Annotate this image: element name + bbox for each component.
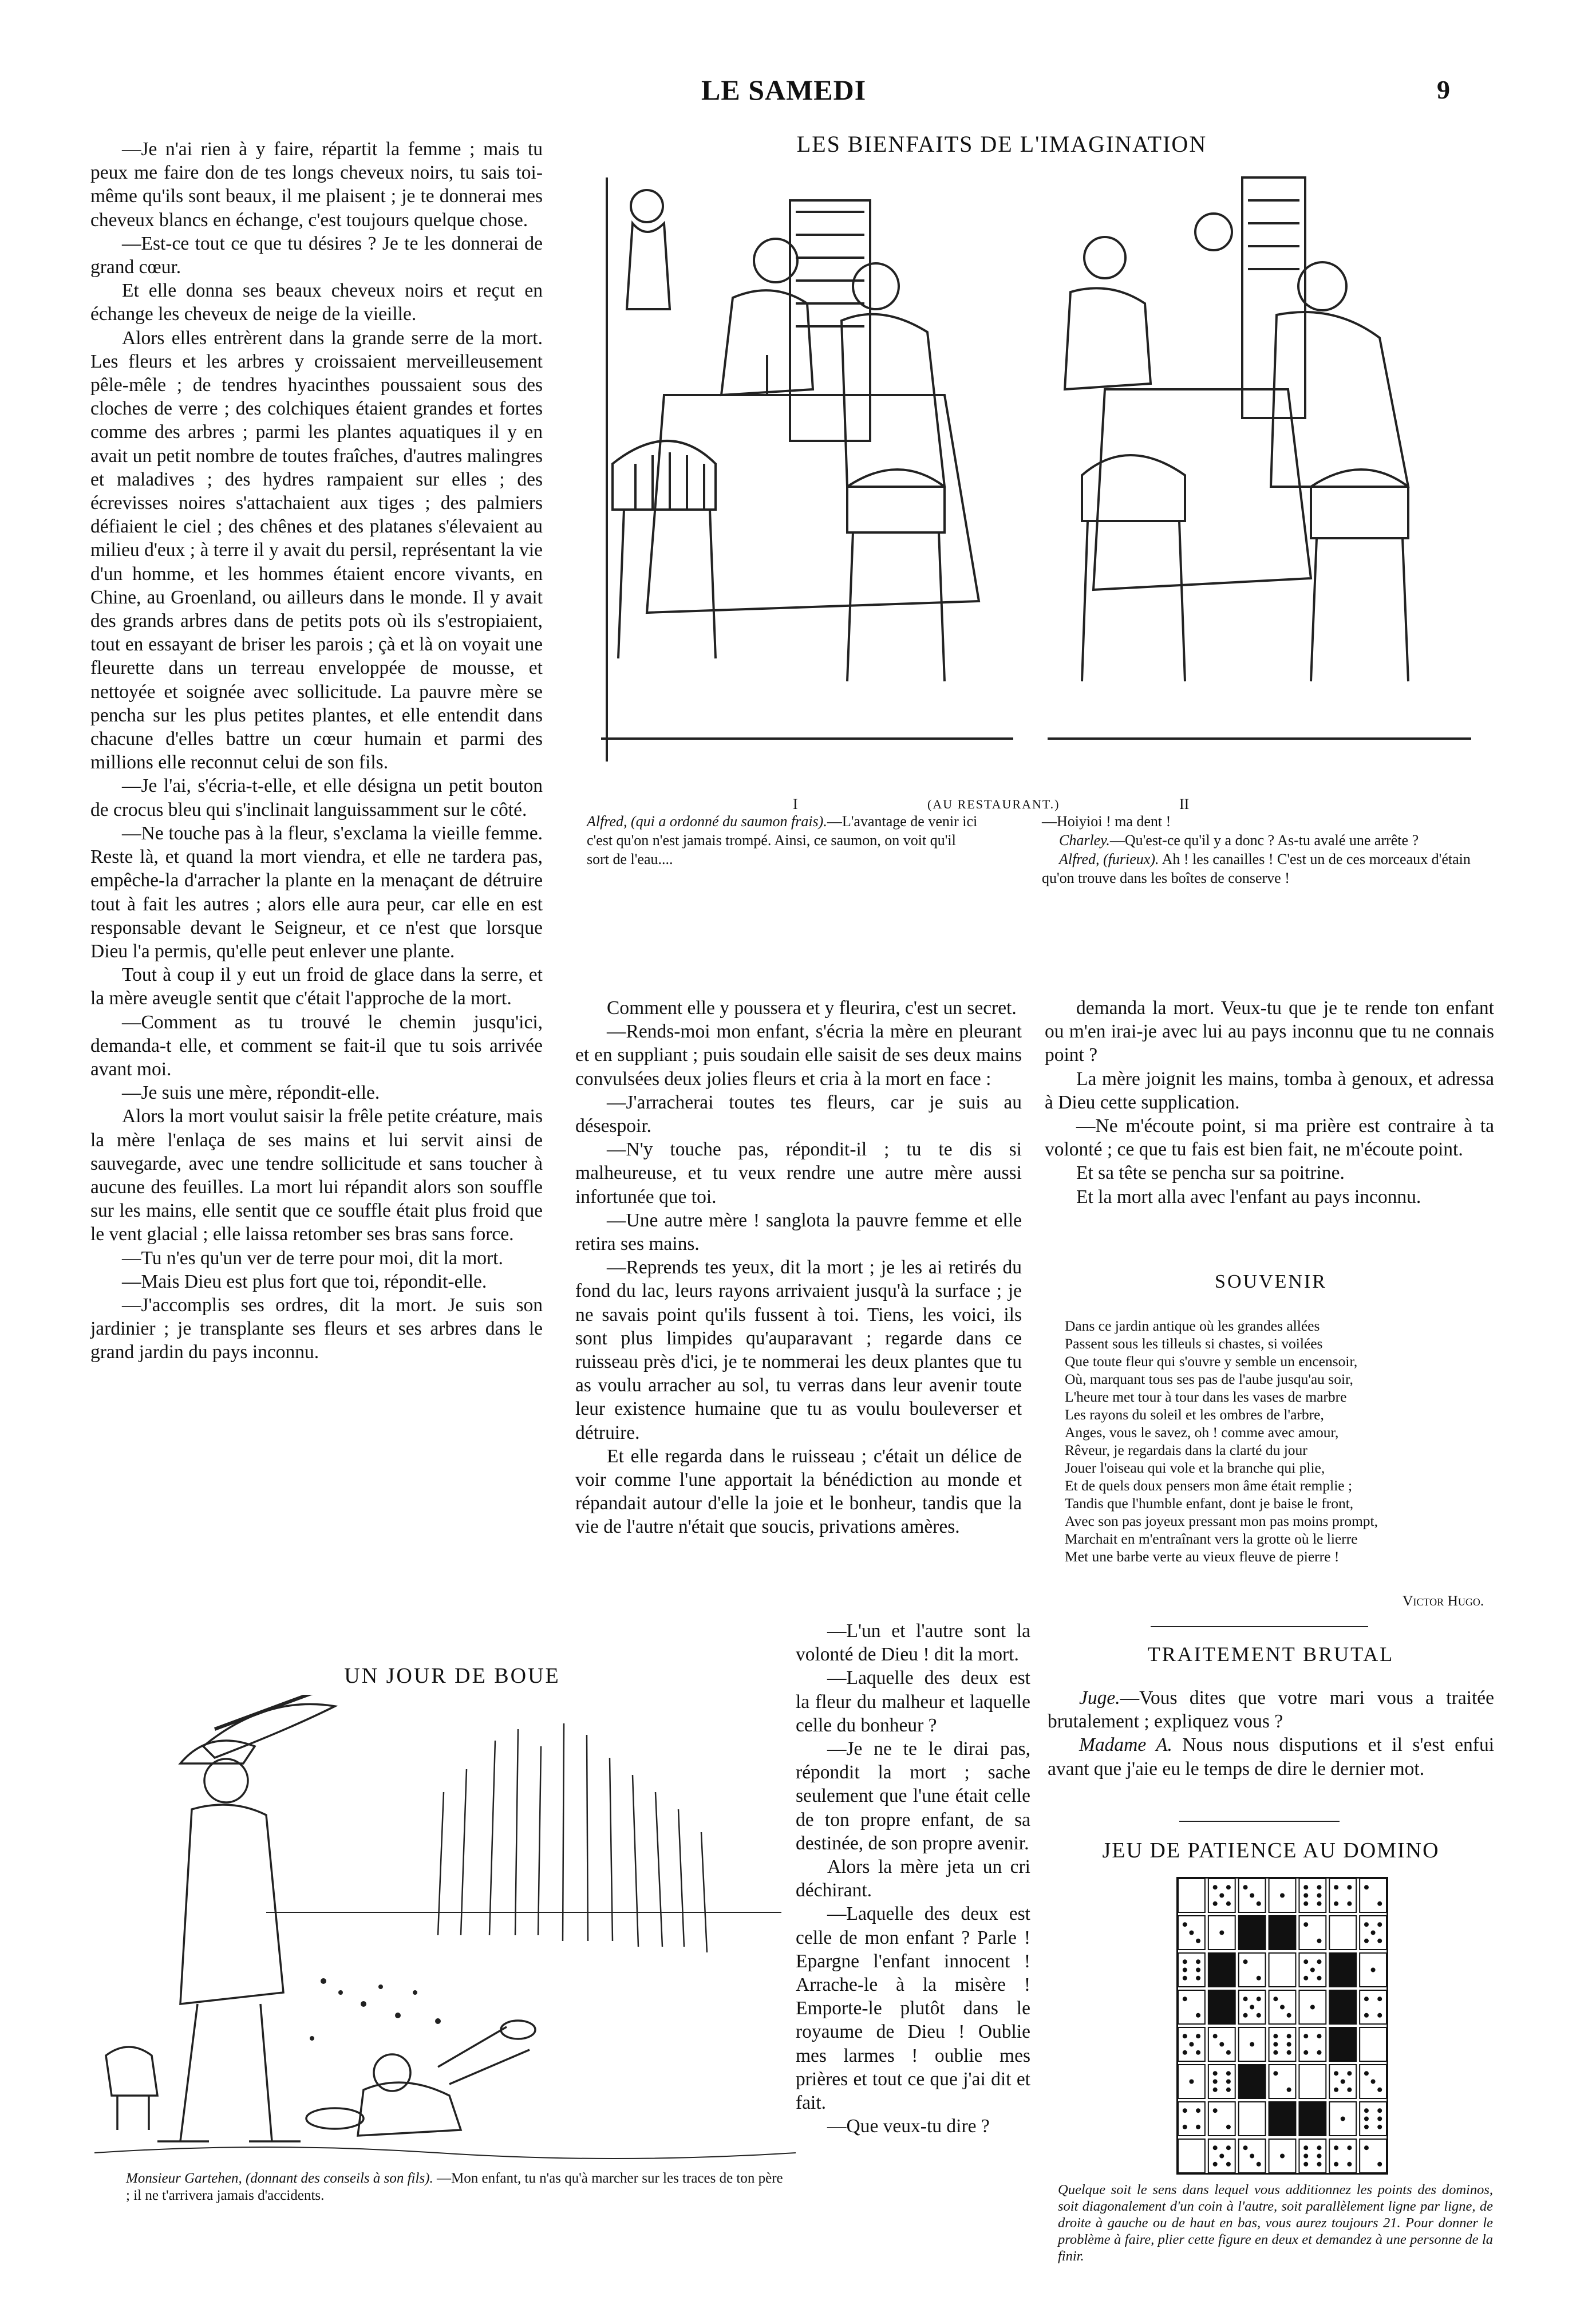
divider (1151, 1626, 1368, 1627)
domino-pip (1377, 1939, 1382, 1943)
domino-pip (1364, 1885, 1369, 1889)
domino-pip (1250, 2042, 1254, 2047)
domino-pip (1183, 1968, 1187, 1972)
domino-pip (1280, 2005, 1285, 2010)
domino-pip (1219, 2042, 1224, 2047)
domino-pip (1243, 2145, 1248, 2150)
domino-pip (1183, 2034, 1187, 2038)
domino-pip (1243, 1885, 1248, 1889)
paragraph: —Ne touche pas à la fleur, s'exclama la vieille femme. Reste là, et quand la mort viendra, et elle ne tardera pas, empêche-la d'arracher la plante en la menaçant de détruire tout à fait les autres ; alors elle aura peur, car elle en est responsable devant le Seigneur, et ce n'est que lorsque Dieu l'a permis, qu'elle peut enlever une plante. (90, 822, 543, 962)
domino-tile (1360, 2139, 1386, 2173)
domino-pip (1243, 1959, 1248, 1964)
domino-pip (1347, 2088, 1352, 2092)
domino-pip (1377, 2117, 1382, 2121)
domino-pip (1213, 1885, 1218, 1889)
domino-pip (1334, 1885, 1338, 1889)
poem-line: Rêveur, je regardais dans la clarté du jour (1065, 1442, 1307, 1458)
paragraph: —Je ne te le dirai pas, répondit la mort ; sache seulement que l'une était celle de ton propre enfant, de sa destinée, de son propre avenir. (796, 1738, 1030, 1854)
speaker: Juge. (1079, 1687, 1120, 1709)
domino-pip (1183, 2050, 1187, 2055)
domino-pip (1183, 1922, 1187, 1927)
poem-line: Et de quels doux pensers mon âme était remplie ; (1065, 1477, 1353, 1494)
domino-pip (1213, 2080, 1218, 2084)
domino-pip (1310, 1968, 1315, 1972)
domino-pip (1273, 2042, 1278, 2047)
poem-line: Anges, vous le savez, oh ! comme avec amour, (1065, 1424, 1339, 1441)
domino-tile (1360, 2102, 1386, 2136)
poem-line: Marchait en m'entraînant vers la grotte où le lierre (1065, 1530, 1358, 1547)
domino-pip (1347, 1885, 1352, 1889)
paragraph: Alors la mère jeta un cri déchirant. (796, 1856, 1030, 1901)
domino-tile (1329, 1916, 1356, 1950)
domino-pip (1196, 2013, 1200, 2018)
domino-pip (1347, 2162, 1352, 2167)
domino-tile (1299, 1879, 1326, 1912)
boue-title: UN JOUR DE BOUE (344, 1664, 560, 1688)
domino-pip (1257, 1976, 1261, 1980)
poem-line: Passent sous les tilleuls si chastes, si voilées (1065, 1335, 1323, 1352)
paragraph: —Laquelle des deux est celle de mon enfant ? Parle ! Epargne l'enfant innocent ! Arrache-le à la misère ! Emporte-le plutôt dans le royaume de Dieu ! Oublie mes larmes ! oublie mes prières et tout ce que j'ai dit et fait. (796, 1903, 1030, 2114)
domino-pip (1273, 1997, 1278, 2001)
domino-pip (1250, 1893, 1254, 1898)
domino-pip (1213, 2145, 1218, 2150)
domino-pip (1196, 1976, 1200, 1980)
domino-tile (1208, 2065, 1235, 2098)
domino-pip (1287, 2013, 1291, 2018)
domino-pip (1273, 2071, 1278, 2076)
domino-pip (1347, 2071, 1352, 2076)
domino-pip (1213, 2034, 1218, 2038)
domino-pip (1226, 2145, 1231, 2150)
caption-text: Ah ! les canailles ! C'est un de ces morceaux d'étain qu'on trouve dans les boîtes de conserve ! (1042, 851, 1471, 886)
domino-pip (1371, 1931, 1376, 1935)
domino-pip (1377, 1901, 1382, 1906)
column-1 (90, 137, 543, 1364)
domino-tile (1178, 1879, 1205, 1912)
paragraph: —Est-ce tout ce que tu désires ? Je te les donnerai de grand cœur. (90, 232, 543, 278)
domino-pip (1213, 2108, 1218, 2113)
paragraph: —Je l'ai, s'écria-t-elle, et elle désigna un petit bouton de crocus bleu qui s'inclinait languissamment sur le côté. (90, 775, 543, 820)
domino-pip (1317, 2145, 1321, 2150)
souvenir-title: SOUVENIR (1215, 1271, 1327, 1292)
domino-pip (1257, 1901, 1261, 1906)
domino-pip (1317, 2050, 1321, 2055)
domino-tile (1269, 2065, 1296, 2098)
paragraph: —Mais Dieu est plus fort que toi, répondit-elle. (122, 1271, 487, 1292)
poem-line: Avec son pas joyeux pressant mon pas moins prompt, (1065, 1513, 1378, 1529)
traitement-title: TRAITEMENT BRUTAL (1147, 1643, 1394, 1666)
domino-tile (1329, 2027, 1356, 2061)
domino-pip (1280, 2154, 1285, 2159)
domino-pip (1213, 2162, 1218, 2167)
paragraph: —J'accomplis ses ordres, dit la mort. Je suis son jardinier ; je transplante ses fleurs et ses arbres dans le grand jardin du pays inconnu. (90, 1294, 543, 1363)
paragraph: —Une autre mère ! sanglota la pauvre femme et elle retira ses mains. (575, 1209, 1022, 1255)
domino-pip (1364, 2013, 1369, 2018)
domino-pip (1364, 2108, 1369, 2113)
domino-pip (1317, 1893, 1321, 1898)
domino-pip (1334, 2088, 1338, 2092)
domino-pip (1226, 2080, 1231, 2084)
domino-tile (1269, 1916, 1296, 1950)
bienfaits-caption-right (1042, 812, 1477, 887)
domino-tile (1178, 2139, 1205, 2173)
column-2-narrow (796, 1619, 1030, 2138)
domino-pip (1213, 2071, 1218, 2076)
domino-tile (1360, 1879, 1386, 1912)
poem-line: L'heure met tour à tour dans les vases de marbre (1065, 1388, 1347, 1405)
domino-tile (1239, 2065, 1266, 2098)
divider (1179, 1821, 1340, 1822)
domino-pip (1364, 2145, 1369, 2150)
domino-pip (1364, 1922, 1369, 1927)
bienfaits-caption-left (587, 812, 982, 869)
caption-speaker: Alfred, (qui a ordonné du saumon frais). (587, 813, 827, 830)
domino-pip (1317, 2034, 1321, 2038)
domino-pip (1364, 2117, 1369, 2121)
domino-pip (1341, 2080, 1345, 2084)
domino-pip (1219, 2154, 1224, 2159)
domino-pip (1303, 2034, 1308, 2038)
bienfaits-title: LES BIENFAITS DE L'IMAGINATION (796, 131, 1207, 157)
caption-speaker: Alfred, (furieux). (1059, 851, 1159, 867)
souvenir-author: Victor Hugo. (1403, 1592, 1484, 1609)
domino-pip (1377, 2162, 1382, 2167)
domino-pip (1257, 2162, 1261, 2167)
domino-pip (1334, 2071, 1338, 2076)
domino-pip (1257, 1997, 1261, 2001)
domino-pip (1377, 2013, 1382, 2018)
domino-pip (1287, 2088, 1291, 2092)
domino-pip (1213, 2088, 1218, 2092)
poem-line: Où, marquant tous ses pas de l'aube jusqu'au soir, (1065, 1371, 1353, 1387)
domino-pip (1196, 1939, 1200, 1943)
speech: —Vous dites que votre mari vous a traitée brutalement ; expliquez vous ? (1048, 1687, 1494, 1733)
domino-pip (1196, 2050, 1200, 2055)
domino-tile (1299, 2102, 1326, 2136)
speech: Nous nous disputions et il s'est enfui avant que j'aie eu le temps de dire le dernier mot. (1048, 1734, 1494, 1780)
domino-pip (1303, 1922, 1308, 1927)
domino-pip (1280, 1893, 1285, 1898)
domino-tile (1360, 1990, 1386, 2024)
domino-pip (1183, 1997, 1187, 2001)
domino-tile (1239, 1916, 1266, 1950)
domino-pip (1189, 2042, 1194, 2047)
domino-pip (1303, 1893, 1308, 1898)
paragraph: Et elle donna ses beaux cheveux noirs et reçut en échange les cheveux de neige de la vieille. (90, 280, 543, 325)
domino-tile (1239, 2102, 1266, 2136)
caption-speaker: Charley. (1059, 832, 1110, 849)
domino-pip (1287, 2050, 1291, 2055)
domino-pip (1334, 2162, 1338, 2167)
domino-pip (1183, 2108, 1187, 2113)
paragraph: Et elle regarda dans le ruisseau ; c'était un délice de voir comme l'une apportait la bénédiction au monde et répandait autour d'elle la joie et le bonheur, tandis que la vie de l'autre n'était que soucis, privations amères. (575, 1445, 1022, 1538)
domino-pip (1226, 2162, 1231, 2167)
paragraph: —Que veux-tu dire ? (827, 2116, 990, 2137)
domino-grid (1176, 1877, 1388, 2175)
domino-pip (1303, 1885, 1308, 1889)
domino-pip (1377, 2088, 1382, 2092)
domino-pip (1377, 1922, 1382, 1927)
domino-tile (1329, 1879, 1356, 1912)
domino-tile (1269, 2027, 1296, 2061)
domino-pip (1364, 2125, 1369, 2129)
domino-pip (1303, 2162, 1308, 2167)
caption-line-1: —Hoiyioi ! ma dent ! (1042, 813, 1171, 830)
domino-pip (1183, 2125, 1187, 2129)
domino-pip (1273, 2050, 1278, 2055)
domino-tile (1299, 2065, 1326, 2098)
domino-pip (1317, 1885, 1321, 1889)
domino-pip (1219, 1931, 1224, 1935)
domino-pip (1371, 2080, 1376, 2084)
boue-caption (126, 2170, 784, 2204)
souvenir-poem (1065, 1317, 1488, 1565)
paragraph: Et sa tête se pencha sur sa poitrine. (1076, 1162, 1345, 1184)
domino-pip (1243, 1997, 1248, 2001)
domino-pip (1303, 2154, 1308, 2159)
domino-pip (1183, 1959, 1187, 1964)
paragraph: —J'arracherai toutes tes fleurs, car je suis au désespoir. (575, 1091, 1022, 1137)
paragraph: —L'un et l'autre sont la volonté de Dieu ! dit la mort. (796, 1620, 1030, 1666)
poem-line: Met une barbe verte au vieux fleuve de pierre ! (1065, 1548, 1340, 1565)
paragraph: —Rends-moi mon enfant, s'écria la mère en pleurant et en suppliant ; puis soudain elle saisit de ses deux mains convulsées deux jolies fleurs et cria à la mort en face : (575, 1021, 1022, 1090)
caption-speaker: Monsieur Gartehen, (donnant des conseils à son fils). (126, 2171, 433, 2186)
domino-pip (1287, 2034, 1291, 2038)
mud-day-illustration (94, 1695, 796, 2164)
domino-pip (1196, 2125, 1200, 2129)
domino-pip (1334, 2145, 1338, 2150)
masthead-title: LE SAMEDI (701, 74, 867, 106)
paragraph: —Je suis une mère, répondit-elle. (122, 1082, 380, 1104)
poem-line: Les rayons du soleil et les ombres de l'arbre, (1065, 1406, 1324, 1423)
domino-pip (1189, 2080, 1194, 2084)
domino-tile (1178, 1990, 1205, 2024)
domino-tile (1360, 2027, 1386, 2061)
domino-pip (1196, 1959, 1200, 1964)
domino-pip (1341, 2117, 1345, 2121)
domino-pip (1196, 2108, 1200, 2113)
domino-pip (1303, 2050, 1308, 2055)
domino-pip (1364, 1997, 1369, 2001)
domino-pip (1317, 1939, 1321, 1943)
domino-tile (1329, 1990, 1356, 2024)
domino-tile (1178, 2102, 1205, 2136)
paragraph: —Je n'ai rien à y faire, répartit la femme ; mais tu peux me faire don de tes longs cheveux noirs, tu sais toi-même qu'ils sont beaux, il me plaisent ; je te donnerai mes cheveux blancs en échange, c'est toujours quelque chose. (90, 139, 543, 231)
domino-pip (1371, 1968, 1376, 1972)
poem-line: Dans ce jardin antique où les grandes allées (1065, 1317, 1320, 1334)
domino-pip (1377, 1997, 1382, 2001)
bienfaits-label-center: (AU RESTAURANT.) (927, 797, 1060, 811)
poem-line: Jouer l'oiseau qui vole et la branche qui plie, (1065, 1459, 1325, 1476)
paragraph: —N'y touche pas, répondit-il ; tu te dis si malheureuse, et tu veux rendre une autre mère aussi infortunée que toi. (575, 1139, 1022, 1208)
domino-pip (1377, 2125, 1382, 2129)
paragraph: —Comment as tu trouvé le chemin jusqu'ici, demanda-t elle, et comment se fait-il que tu sois arrivée avant moi. (90, 1011, 543, 1080)
domino-pip (1317, 1901, 1321, 1906)
domino-tile (1269, 2102, 1296, 2136)
domino-tile (1269, 1953, 1296, 1987)
domino-pip (1364, 2071, 1369, 2076)
domino-pip (1196, 2034, 1200, 2038)
domino-pip (1303, 1959, 1308, 1964)
caption-text: —Mon enfant, tu n'as qu'à marcher sur les traces de ton père ; il ne t'arrivera jamais d'accidents. (126, 2171, 783, 2203)
domino-pip (1303, 1976, 1308, 1980)
domino-pip (1377, 2108, 1382, 2113)
domino-pip (1364, 1939, 1369, 1943)
domino-pip (1226, 2125, 1231, 2129)
domino-pip (1183, 1976, 1187, 1980)
domino-tile (1178, 1953, 1205, 1987)
domino-pip (1226, 2088, 1231, 2092)
paragraph: Alors elles entrèrent dans la grande serre de la mort. Les fleurs et les arbres y croissaient merveilleusement pêle-mêle ; de tendres hyacinthes poussaient sous des cloches de verre ; des colchiques étaient grandes et fortes comme des arbres ; parmi les plantes aquatiques il y en avait un petit nombre de toutes fraîches, d'autres malingres et maladives ; des hydres rampaient sur elles ; des écrevisses noires s'attachaient aux tiges ; des palmiers défiaient le ciel ; des chênes et des platanes s'élevaient au milieu d'eux ; à terre il y avait du persil, représentant la vie d'un homme, et les hommes étaient encore vivants, en Chine, au Groenland, ou ailleurs dans le monde. Il y avait des grands arbres dans de petits pots où ils s'estropiaient, tout en essayant de briser les parois ; çà et là on voyait une fleurette dans un terreau enveloppée de mousse, et nettoyée et soignée avec sollicitude. La pauvre mère se pencha sur les plus petites plantes, et elle entendit dans chacune d'elles battre un cœur humain et parmi des millions elle reconnut celui de son fils. (90, 327, 543, 774)
paragraph: —Reprends tes yeux, dit la mort ; je les ai retirés du fond du lac, leurs rayons arrivaient jusqu'à la surface ; je ne savais point qu'ils fussent à toi. Tiens, les voici, ils sont plus limpides qu'auparavant ; regarde dans ce ruisseau près d'ici, je te nommerai les deux plantes que tu as voulu arracher au sol, tu verras dans leur avenir toute leur existence humaine que tu as voulu bouleverser et détruire. (575, 1257, 1022, 1443)
domino-pip (1347, 1901, 1352, 1906)
column-3 (1045, 996, 1494, 1209)
domino-tile (1329, 2139, 1356, 2173)
domino-pip (1219, 1893, 1224, 1898)
paragraph: —Ne m'écoute point, si ma prière est contraire à ta volonté ; ce que tu fais est bien fait, ne m'écoute point. (1045, 1115, 1494, 1161)
domino-pip (1226, 1901, 1231, 1906)
domino-pip (1250, 2005, 1254, 2010)
domino-tile (1208, 1990, 1235, 2024)
domino-pip (1189, 1931, 1194, 1935)
domino-pip (1273, 2034, 1278, 2038)
domino-pip (1303, 2145, 1308, 2150)
domino-pip (1317, 1976, 1321, 1980)
paragraph: Comment elle y poussera et y fleurira, c'est un secret. (607, 997, 1017, 1019)
domino-tile (1299, 2027, 1326, 2061)
domino-pip (1243, 2013, 1248, 2018)
domino-pip (1226, 1885, 1231, 1889)
domino-pip (1317, 1959, 1321, 1964)
domino-caption: Quelque soit le sens dans lequel vous additionnez les points des dominos, soit diagonalement d'un coin à l'autre, soit parallèlement ligne par ligne, de droite à gauche ou de haut en bas, vous aurez toujours 21. Pour donner le problème à faire, plier cette figure en deux et demandez à une personne de la finir. (1058, 2182, 1493, 2264)
paragraph: demanda la mort. Veux-tu que je te rende ton enfant ou m'en irai-je avec lui au pays inconnu que tu ne connais point ? (1045, 997, 1494, 1066)
speaker: Madame A. (1079, 1734, 1172, 1756)
page-number: 9 (1437, 75, 1450, 104)
domino-pip (1257, 2013, 1261, 2018)
domino-pip (1226, 2071, 1231, 2076)
domino-pip (1317, 2162, 1321, 2167)
traitement-body (1048, 1686, 1494, 1781)
caption-text: —L'avantage de venir ici c'est qu'on n'est jamais trompé. Ainsi, ce saumon, on voit qu'il sort de l'eau.... (587, 813, 978, 867)
paragraph: —Tu n'es qu'un ver de terre pour moi, dit la mort. (122, 1247, 503, 1269)
bienfaits-label-right: II (1179, 796, 1190, 812)
domino-pip (1347, 2145, 1352, 2150)
domino-pip (1250, 2154, 1254, 2159)
domino-tile (1239, 1953, 1266, 1987)
poem-line: Que toute fleur qui s'ouvre y semble un encensoir, (1065, 1353, 1358, 1370)
paragraph: —Laquelle des deux est la fleur du malheur et laquelle celle du bonheur ? (796, 1667, 1030, 1736)
domino-tile (1208, 2102, 1235, 2136)
domino-title: JEU DE PATIENCE AU DOMINO (1102, 1838, 1440, 1863)
paragraph: Et la mort alla avec l'enfant au pays inconnu. (1076, 1186, 1421, 1208)
paragraph: Alors la mort voulut saisir la frêle petite créature, mais la mère l'enlaça de ses mains et lui servit ainsi de sauvegarde, avec une tendre sollicitude et sans toucher à aucune des feuilles. La mort lui répandit alors son souffle sur les mains, elle sentit que ce souffle était plus froid que le vent glacial ; elle laissa retomber ses bras sans force. (90, 1106, 543, 1245)
domino-tile (1299, 2139, 1326, 2173)
domino-pip (1334, 1901, 1338, 1906)
restaurant-illustration (578, 166, 1477, 790)
column-2 (575, 996, 1022, 1539)
domino-pip (1196, 1968, 1200, 1972)
domino-tile (1329, 1953, 1356, 1987)
domino-tile (1208, 1953, 1235, 1987)
paragraph: La mère joignit les mains, tomba à genoux, et adressa à Dieu cette supplication. (1045, 1068, 1494, 1113)
domino-tile (1299, 1916, 1326, 1950)
paragraph: Tout à coup il y eut un froid de glace dans la serre, et la mère aveugle sentit que c'était l'approche de la mort. (90, 964, 543, 1009)
domino-pip (1310, 2005, 1315, 2010)
domino-pip (1317, 2154, 1321, 2159)
domino-pip (1287, 2042, 1291, 2047)
bienfaits-label-left: I (793, 796, 798, 812)
poem-line: Tandis que l'humble enfant, dont je baise le front, (1065, 1495, 1354, 1512)
domino-pip (1303, 1901, 1308, 1906)
domino-pip (1226, 2050, 1231, 2055)
domino-pip (1213, 1901, 1218, 1906)
caption-text: —Qu'est-ce qu'il y a donc ? As-tu avalé une arrête ? (1109, 832, 1419, 849)
